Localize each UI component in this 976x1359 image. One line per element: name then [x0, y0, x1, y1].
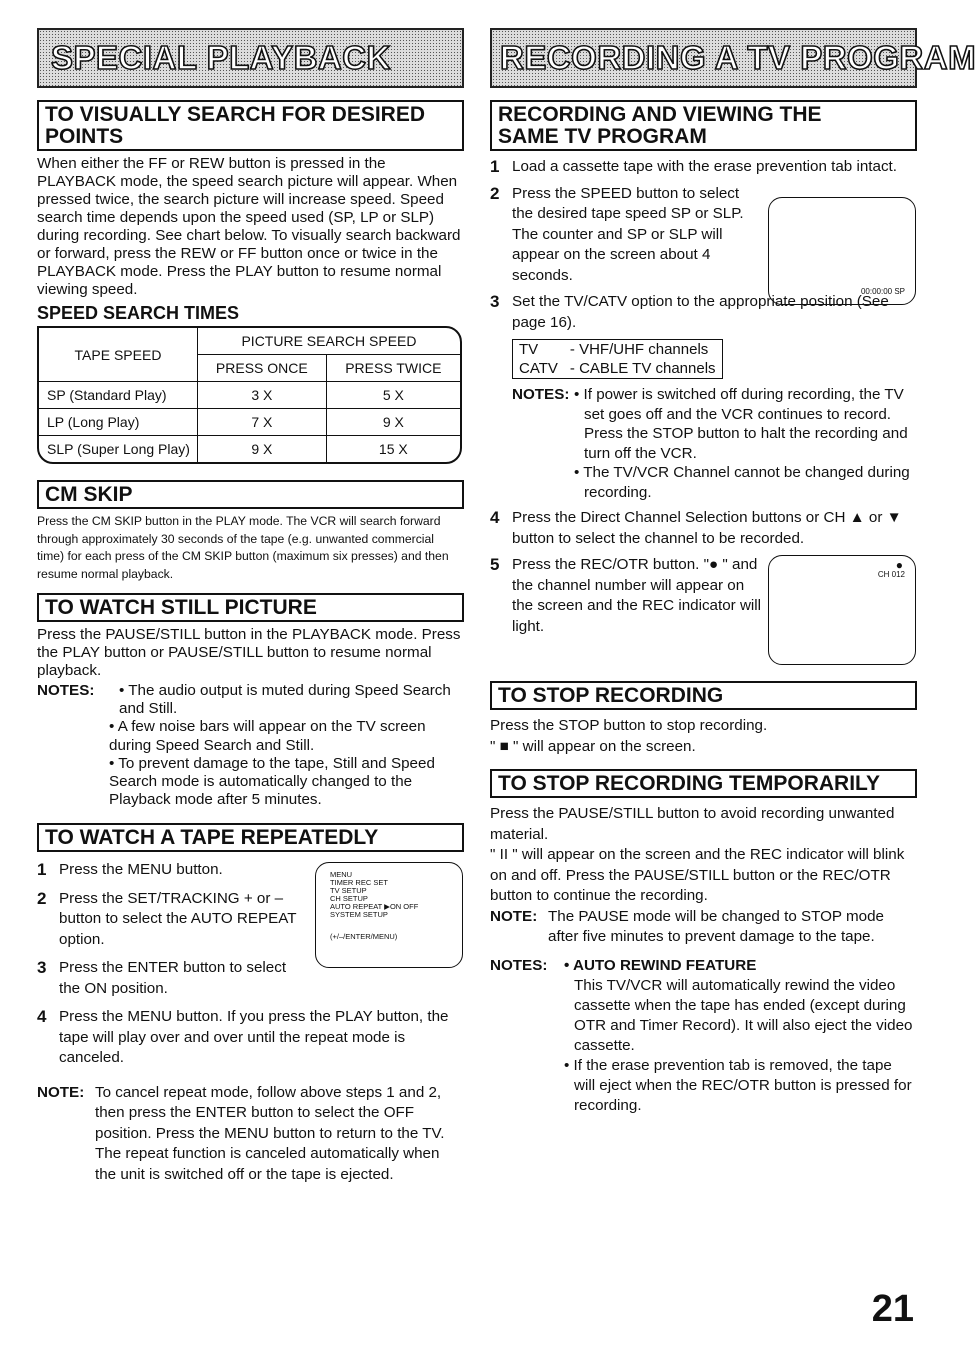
rec-dot-icon: ● — [895, 558, 903, 572]
step-item — [490, 157, 917, 178]
step-text: Press the ENTER button to select the ON position. — [59, 959, 287, 997]
col-press-twice: PRESS TWICE — [327, 355, 460, 382]
cm-skip-heading: CM SKIP — [37, 480, 464, 509]
step-number: 1 — [37, 860, 47, 880]
cell-once: 3 X — [198, 382, 327, 409]
note-item: • The audio output is muted during Speed Search and Still. — [119, 682, 451, 718]
menu-item: TV SETUP — [330, 886, 367, 896]
tv-catv-table — [512, 339, 723, 379]
note-item: • To prevent damage to the tape, Still and Speed Search mode is automatically changed to the Playback mode after 5 minutes. — [109, 754, 435, 809]
step-text: Press the MENU button. If you press the PLAY button, the tape will play over and over until the repeat mode is canceled. — [59, 1008, 449, 1067]
note-item: • A few noise bars will appear on the TV screen during Speed Search and Still. — [109, 718, 426, 754]
counter-readout: 00:00:00 SP — [860, 287, 905, 296]
cell-value: - CABLE TV channels — [569, 360, 716, 377]
heading-line: SAME TV PROGRAM — [498, 125, 707, 148]
cell-twice: 15 X — [378, 441, 408, 457]
note-item: • If the erase prevention tab is removed, the tape will eject when the REC/OTR button is pressed for recording. — [564, 1056, 912, 1114]
feature-text: AUTO REWIND FEATURE — [572, 956, 757, 974]
still-picture-text: Press the PAUSE/STILL button in the PLAYBACK mode. Press the PLAY button or PAUSE/STILL button to resume normal playback. — [37, 626, 461, 679]
col-picture-search-speed: PICTURE SEARCH SPEED — [198, 328, 460, 355]
note-label: NOTE: — [37, 1083, 85, 1101]
table-row — [513, 340, 723, 360]
step-number: 2 — [37, 888, 47, 908]
rec-notes — [512, 385, 917, 502]
step-text: Press the MENU button. — [59, 861, 223, 879]
table-row — [39, 409, 460, 436]
cell-twice: 9 X — [327, 409, 460, 436]
speed-search-subheading: SPEED SEARCH TIMES — [37, 303, 240, 323]
step-item — [37, 860, 307, 881]
recording-banner — [490, 28, 976, 88]
menu-footer: (+/–/ENTER/MENU) — [330, 932, 398, 942]
notes-label: NOTES: — [37, 682, 95, 699]
right-column — [490, 28, 976, 1116]
menu-screen — [315, 862, 463, 968]
col-tape-speed: TAPE SPEED — [39, 328, 198, 382]
stop-temp-text: Press the PAUSE/STILL button to avoid recording unwanted material. — [490, 805, 895, 843]
menu-item: TIMER REC SET — [330, 878, 388, 888]
special-playback-banner — [37, 28, 464, 88]
notes-label: NOTES: — [490, 956, 548, 974]
rec-steps — [490, 157, 917, 333]
note-text: A few noise bars will appear on the TV screen during Speed Search and Still. — [109, 718, 426, 754]
cell-once: 7 X — [198, 409, 327, 436]
rec-screen — [768, 555, 916, 665]
note-text: If power is switched off during recording, the TV set goes off and the VCR continues to record. Press the STOP button to halt the recording and turn off the VCR. — [583, 386, 908, 462]
step-item — [490, 184, 762, 287]
stop-temp-text: " II " will appear on the screen and the REC indicator will blink on and off. Press the PAUSE/STILL button or the REC/OTR button to continue the recording. — [490, 846, 905, 904]
stop-heading: TO STOP RECORDING — [490, 681, 917, 710]
table-row — [39, 436, 460, 462]
left-column — [37, 28, 464, 1185]
cell-key: CATV — [519, 360, 558, 377]
notes-label: NOTES: — [512, 386, 570, 403]
cm-skip-text: Press the CM SKIP button in the PLAY mode. The VCR will search forward through approximately 30 seconds of the tape (e.g. unwanted commercial time) for each press of the CM SKIP button (maximum six presses) and then resume normal playback. — [37, 514, 449, 581]
stop-text: Press the STOP button to stop recording. — [490, 717, 768, 734]
menu-item: SYSTEM SETUP — [330, 910, 388, 920]
menu-item: CH SETUP — [330, 894, 368, 904]
step-text: Load a cassette tape with the erase prevention tab intact. — [512, 158, 897, 175]
table-row — [39, 382, 460, 409]
step-number: 1 — [490, 157, 500, 176]
cell-twice: 5 X — [327, 382, 460, 409]
step-text: Press the SET/TRACKING + or – button to select the AUTO REPEAT option. — [59, 889, 297, 948]
note-text: To cancel repeat mode, follow above steps 1 and 2, then press the ENTER button to select the OFF position. Press the MENU button to return to the TV. The repeat function is canceled automatically when the unit is switched off or the tape is ejected. — [95, 1083, 445, 1183]
repeat-note — [37, 1083, 464, 1186]
menu-item: AUTO REPEAT ▶ON OFF — [330, 902, 419, 912]
note-item: • If power is switched off during recording, the TV set goes off and the VCR continues to record. Press the STOP button to halt the recording and turn off the VCR. — [574, 386, 908, 462]
step-item — [37, 958, 307, 999]
banner-title: SPECIAL PLAYBACK — [51, 39, 391, 76]
note-text: To prevent damage to the tape, Still and Speed Search mode is automatically changed to the Playback mode after 5 minutes. — [109, 754, 435, 809]
step5-block — [490, 555, 917, 665]
step-number: 2 — [490, 183, 500, 203]
step-number: 4 — [37, 1007, 47, 1027]
note-label: NOTE: — [490, 907, 538, 925]
step-text: Press the REC/OTR button. "● " and the channel number will appear on the screen and the REC indicator will light. — [512, 556, 762, 635]
feature-description: This TV/VCR will automatically rewind the video cassette when the tape has ended (except during OTR and Timer Record). It will also eject the video cassette. — [574, 976, 913, 1054]
repeat-heading: TO WATCH A TAPE REPEATEDLY — [37, 823, 464, 852]
cell-speed: SP (Standard Play) — [39, 382, 198, 409]
visual-search-text: When either the FF or REW button is pressed in the PLAYBACK mode, the speed search picture will appear. When pressed twice, the search picture will increase speed. Speed search time depends upon the speed used (SP, LP or SLP) during recording. See chart below. To visually search backward or forward, press the REW or FF button once or twice in the PLAYBACK mode. Press the PLAY button to resume normal viewing speed. — [37, 155, 461, 298]
stop-temp-heading: TO STOP RECORDING TEMPORARILY — [490, 769, 917, 798]
repeat-steps — [37, 860, 464, 1069]
cell-value: - VHF/UHF channels — [569, 341, 709, 358]
page-number: 21 — [871, 1288, 914, 1330]
visual-search-heading — [37, 100, 464, 151]
rec-view-heading — [490, 100, 917, 151]
col-press-once: PRESS ONCE — [198, 355, 327, 382]
channel-readout: CH 012 — [877, 570, 905, 579]
cell-once: 9 X — [198, 436, 327, 462]
step-item — [37, 889, 307, 951]
feature-title: • AUTO REWIND FEATURE — [564, 956, 757, 974]
still-notes — [37, 682, 464, 809]
step-item — [490, 555, 764, 637]
step-item — [37, 1007, 464, 1069]
step-text: Press the Direct Channel Selection buttons or CH ▲ or ▼ button to select the channel to be recorded. — [512, 509, 902, 547]
menu-title: MENU — [330, 870, 353, 880]
auto-rewind-notes — [490, 956, 917, 1116]
heading-line: RECORDING AND VIEWING THE — [498, 103, 822, 126]
step-text: Set the TV/CATV option to the appropriate position (See page 16). — [512, 293, 889, 331]
note-text: If the erase prevention tab is removed, the tape will eject when the REC/OTR button is pressed for recording. — [573, 1056, 912, 1114]
step-number: 3 — [490, 292, 500, 311]
stop-text: " ■ " will appear on the screen. — [490, 737, 696, 755]
step-number: 4 — [490, 508, 500, 527]
step-item — [490, 508, 917, 549]
cell-speed: SLP (Super Long Play) — [39, 436, 198, 462]
still-picture-heading: TO WATCH STILL PICTURE — [37, 593, 464, 622]
note-text: The audio output is muted during Speed Search and Still. — [119, 682, 451, 718]
speed-search-table — [37, 326, 462, 464]
counter-screen — [768, 197, 916, 305]
pause-note — [490, 907, 917, 948]
cell-speed: LP (Long Play) — [39, 409, 198, 436]
heading-line: POINTS — [45, 125, 124, 148]
note-text: The TV/VCR Channel cannot be changed during recording. — [583, 464, 910, 501]
note-item: • The TV/VCR Channel cannot be changed during recording. — [574, 464, 910, 501]
step-number: 3 — [37, 958, 47, 978]
table-row — [513, 359, 723, 379]
heading-line: TO VISUALLY SEARCH FOR DESIRED — [45, 103, 426, 126]
cell-key: TV — [519, 341, 539, 358]
banner-title: RECORDING A TV PROGRAM — [500, 39, 976, 76]
step-text: Press the SPEED button to select the desired tape speed SP or SLP. The counter and SP or SLP will appear on the screen about 4 seconds. — [512, 184, 744, 284]
step-number: 5 — [490, 555, 500, 574]
note-text: The PAUSE mode will be changed to STOP mode after five minutes to prevent damage to the tape. — [548, 907, 884, 945]
